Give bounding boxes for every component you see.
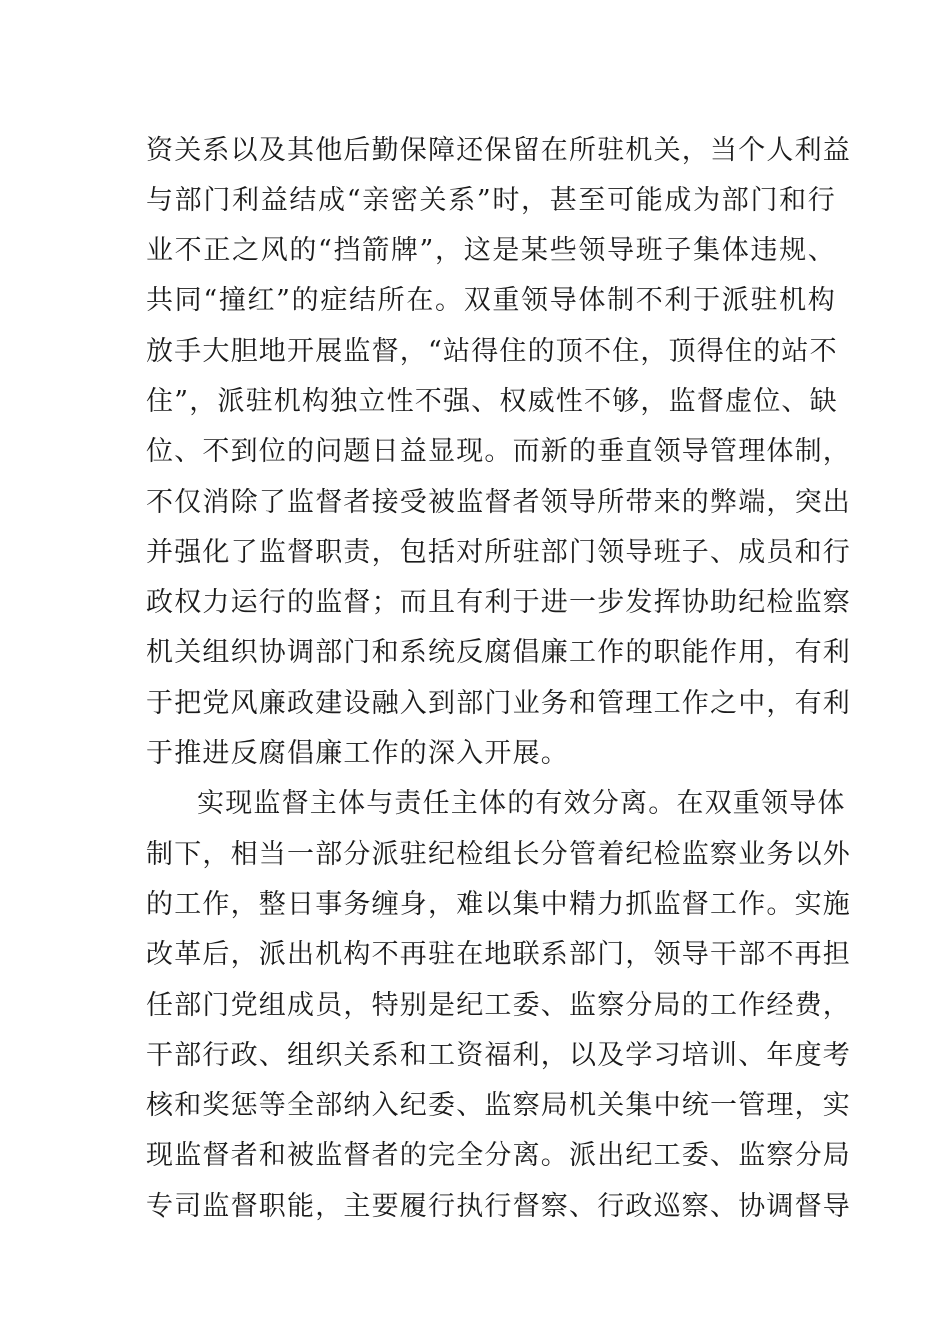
text-line: 任部门党组成员，特别是纪工委、监察分局的工作经费， — [146, 990, 851, 1021]
text-line: 机关组织协调部门和系统反腐倡廉工作的职能作用，有利 — [146, 637, 851, 668]
text-line: 制下，相当一部分派驻纪检组长分管着纪检监察业务以外 — [146, 839, 851, 870]
text-line: 共同“撞红”的症结所在。双重领导体制不利于派驻机构 — [146, 285, 836, 316]
text-line: 并强化了监督职责，包括对所驻部门领导班子、成员和行 — [146, 537, 851, 568]
text-line: 核和奖惩等全部纳入纪委、监察局机关集中统一管理，实 — [146, 1090, 851, 1121]
text-line: 业不正之风的“挡箭牌”，这是某些领导班子集体违规、 — [146, 235, 836, 266]
paragraph-end-line: 于推进反腐倡廉工作的深入开展。 — [146, 738, 569, 769]
paragraph-first-line: 实现监督主体与责任主体的有效分离。在双重领导体 — [197, 788, 846, 819]
text-line: 资关系以及其他后勤保障还保留在所驻机关，当个人利益 — [146, 135, 851, 166]
text-line: 不仅消除了监督者接受被监督者领导所带来的弊端，突出 — [146, 487, 851, 518]
text-line: 与部门利益结成“亲密关系”时，甚至可能成为部门和行 — [146, 185, 836, 216]
text-line: 的工作，整日事务缠身，难以集中精力抓监督工作。实施 — [146, 889, 851, 920]
text-line: 改革后，派出机构不再驻在地联系部门，领导干部不再担 — [146, 939, 851, 970]
text-line: 位、不到位的问题日益显现。而新的垂直领导管理体制， — [146, 436, 851, 467]
text-line: 专司监督职能，主要履行执行督察、行政巡察、协调督导 — [146, 1191, 851, 1222]
text-line: 干部行政、组织关系和工资福利，以及学习培训、年度考 — [146, 1040, 851, 1071]
text-line: 住”，派驻机构独立性不强、权威性不够，监督虚位、缺 — [146, 386, 838, 417]
text-line: 政权力运行的监督；而且有利于进一步发挥协助纪检监察 — [146, 587, 851, 618]
text-line: 放手大胆地开展监督，“站得住的顶不住，顶得住的站不 — [146, 336, 838, 367]
text-line: 现监督者和被监督者的完全分离。派出纪工委、监察分局 — [146, 1140, 851, 1171]
text-line: 于把党风廉政建设融入到部门业务和管理工作之中，有利 — [146, 688, 851, 719]
